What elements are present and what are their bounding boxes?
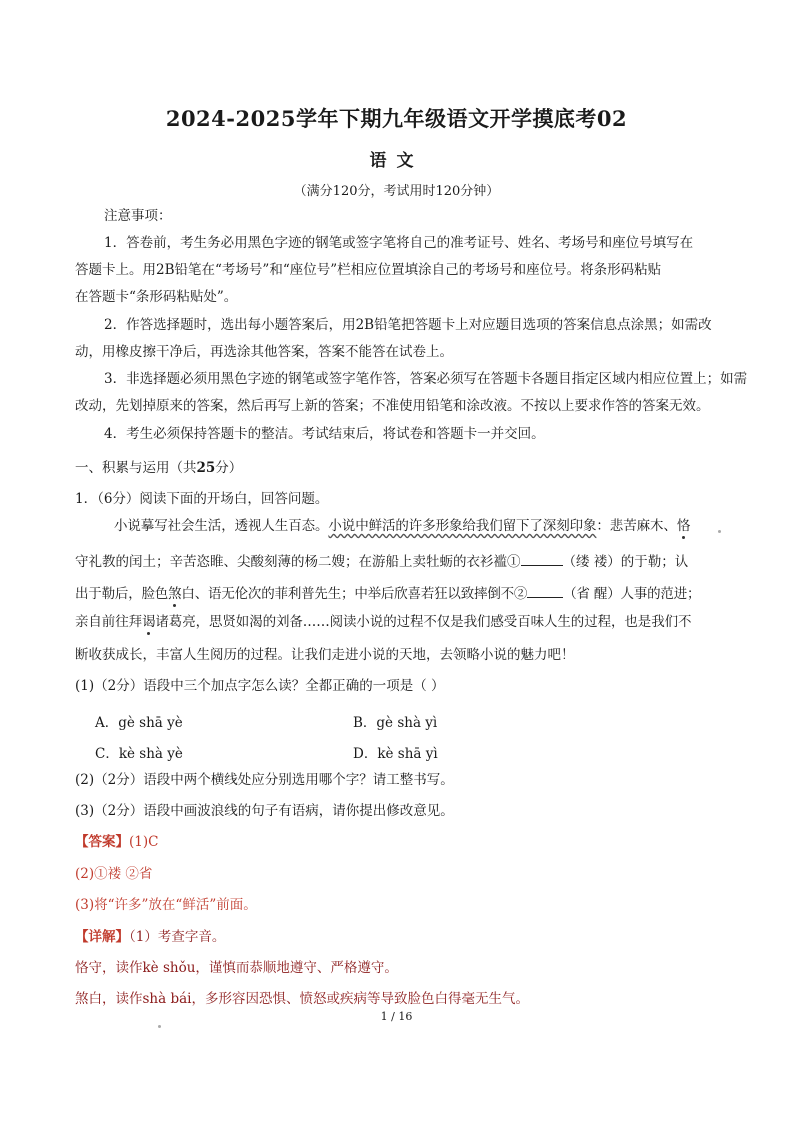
answer-line-3: (3)将“许多”放在“鲜活”前面。 [75, 897, 257, 913]
passage-line-1 [114, 516, 690, 536]
detail-line-2: 恪守，读作kè shǒu，谨慎而恭顺地遵守、严格遵守。 [75, 960, 398, 976]
passage-text: 守礼教的闰土；辛苦恣睢、尖酸刻薄的杨二嫂；在游船上卖牡蛎的衣衫褴① [75, 554, 521, 570]
passage-text: 出于勒后，脸色 [75, 586, 169, 602]
passage-text: （缕 褛）的于勒；认 [562, 554, 689, 570]
passage-text: 诸葛亮，思贤如渴的刘备……阅读小说的过程不仅是我们感受百味人生的过程，也是我们不 [155, 614, 692, 630]
exam-title: 2024-2025学年下期九年级语文开学摸底考02 [165, 106, 628, 131]
section-heading-score: 25 [196, 460, 216, 476]
option-a[interactable]: A．gè shā yè [95, 715, 183, 731]
passage-text: ：悲苦麻木、 [596, 518, 677, 534]
exam-info: （满分120分，考试用时120分钟） [293, 184, 500, 199]
notice-line-6: 3．非选择题必须用黑色字迹的钢笔或签字笔作答，答案必须写在答题卡各题目指定区域内相应位置上；如需 [104, 371, 748, 387]
dotted-char: 谒 [142, 614, 156, 630]
notice-line-2: 答题卡上。用2B铅笔在“考场号”和“座位号”栏相应位置填涂自己的考场号和座位号。将条形码粘贴 [75, 262, 662, 278]
scan-speck [718, 530, 721, 533]
passage-text: 亲自前往拜 [75, 614, 142, 630]
option-b[interactable]: B．gè shà yì [353, 715, 438, 731]
question-1-stem: 1．（6分）阅读下面的开场白，回答问题。 [75, 491, 329, 507]
section-heading-post: 分） [215, 460, 243, 476]
detail-line-3: 煞白，读作shà bái，多形容因恐惧、愤怒或疾病等导致脸色白得毫无生气。 [75, 991, 529, 1007]
page-number: 1 / 16 [380, 1010, 413, 1023]
passage-line-4 [75, 612, 691, 632]
wavy-sentence: 小说中鲜活的许多形象给我们留下了深刻印象 [328, 518, 597, 534]
scan-speck [158, 1025, 161, 1028]
subquestion-1: (1)（2分）语段中三个加点字怎么读？全都正确的一项是（ ） [75, 678, 445, 694]
answer-tag: 【答案】 [75, 834, 129, 850]
dotted-char: 恪 [676, 518, 691, 534]
detail-heading: （1）考查字音。 [129, 929, 226, 945]
dotted-char: 煞 [168, 586, 182, 602]
passage-line-2 [75, 551, 688, 572]
notice-line-4: 2．作答选择题时，选出每小题答案后，用2B铅笔把答题卡上对应题目选项的答案信息点涂黑；如需改 [104, 317, 712, 333]
notice-line-1: 1．答卷前，考生务必用黑色字迹的钢笔或签字笔将自己的准考证号、姓名、考场号和座位号填写在 [104, 235, 694, 251]
notice-line-7: 改动，先划掉原来的答案，然后再写上新的答案；不准使用铅笔和涂改液。不按以上要求作答的答案无效。 [75, 398, 710, 414]
blank-1[interactable] [521, 551, 563, 566]
section-heading [75, 458, 242, 478]
notice-line-3: 在答题卡“条形码粘贴处”。 [75, 289, 238, 305]
passage-line-5: 断收获成长，丰富人生阅历的过程。让我们走进小说的天地，去领略小说的魅力吧！ [75, 647, 575, 663]
option-c[interactable]: C．kè shà yè [95, 746, 183, 762]
passage-text: （省 醒）人事的范进； [563, 586, 701, 602]
passage-line-3 [75, 583, 700, 604]
notice-heading: 注意事项： [104, 208, 172, 224]
subquestion-2: (2)（2分）语段中两个横线处应分别选用哪个字？请工整书写。 [75, 772, 454, 788]
passage-text: 白、语无伦次的菲利普先生；中举后欣喜若狂以致摔倒不② [181, 586, 528, 602]
subject-title: 语文 [369, 151, 424, 171]
answer-line-1 [75, 832, 158, 852]
answer-line-2: (2)①褛 ②省 [75, 866, 153, 882]
notice-line-8: 4．考生必须保持答题卡的整洁。考试结束后，将试卷和答题卡一并交回。 [104, 426, 545, 442]
detail-tag: 【详解】 [75, 929, 129, 945]
section-heading-pre: 一、积累与运用（共 [75, 460, 197, 476]
passage-text: 小说摹写社会生活，透视人生百态。 [114, 518, 329, 534]
answer-text: (1)C [129, 834, 159, 850]
notice-line-5: 动，用橡皮擦干净后，再选涂其他答案，答案不能答在试卷上。 [75, 344, 453, 360]
subquestion-3: (3)（2分）语段中画波浪线的句子有语病，请你提出修改意见。 [75, 803, 454, 819]
detail-line-1 [75, 927, 225, 947]
blank-2[interactable] [527, 583, 563, 598]
option-d[interactable]: D．kè shā yì [353, 746, 438, 762]
